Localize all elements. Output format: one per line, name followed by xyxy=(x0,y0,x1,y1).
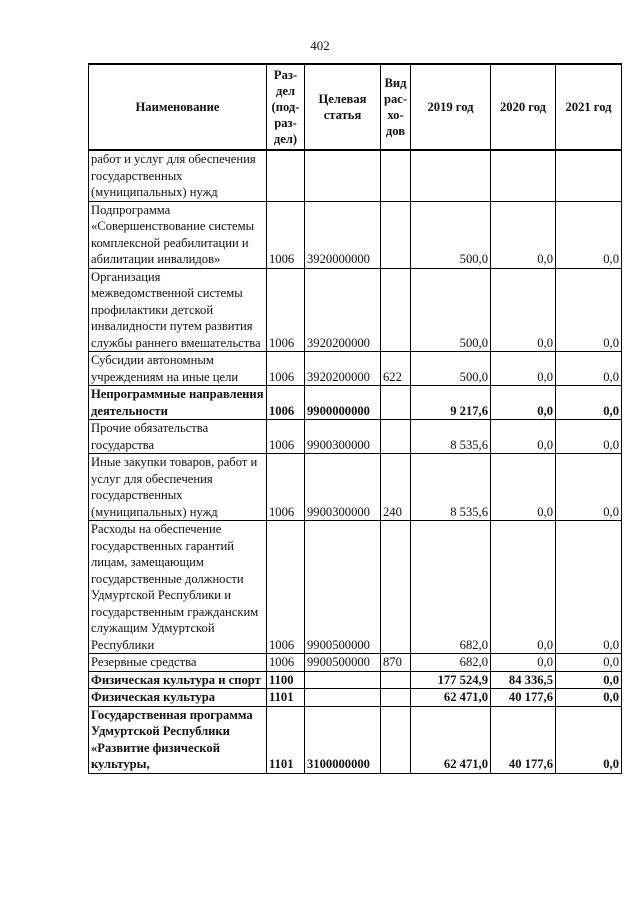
cell-y2020: 84 336,5 xyxy=(491,671,556,689)
cell-target: 9900300000 xyxy=(305,454,381,521)
cell-name: Государственная программа Удмуртской Республики «Развитие физической культуры, xyxy=(89,706,267,773)
page-number: 402 xyxy=(310,38,330,53)
header-2021: 2021 год xyxy=(556,64,622,150)
cell-y2019: 9 217,6 xyxy=(411,386,491,420)
cell-y2021: 0,0 xyxy=(556,521,622,654)
table-row xyxy=(89,420,622,454)
cell-name: работ и услуг для обеспечения государственных (муниципальных) нужд xyxy=(89,150,267,201)
cell-target: 9900000000 xyxy=(305,386,381,420)
cell-target xyxy=(305,689,381,707)
header-section: Раз- дел (под- раз- дел) xyxy=(267,64,305,150)
cell-target: 3920200000 xyxy=(305,352,381,386)
cell-name: Субсидии автономным учреждениям на иные цели xyxy=(89,352,267,386)
cell-y2021: 0,0 xyxy=(556,201,622,268)
table-row xyxy=(89,352,622,386)
cell-target: 9900500000 xyxy=(305,654,381,672)
cell-y2019: 500,0 xyxy=(411,201,491,268)
budget-table xyxy=(88,63,622,774)
cell-section: 1006 xyxy=(267,420,305,454)
cell-y2020: 0,0 xyxy=(491,654,556,672)
cell-section: 1006 xyxy=(267,352,305,386)
cell-y2020: 0,0 xyxy=(491,201,556,268)
cell-target: 9900300000 xyxy=(305,420,381,454)
table-header-row xyxy=(89,64,622,150)
cell-type xyxy=(381,150,411,201)
cell-name: Физическая культура xyxy=(89,689,267,707)
cell-section: 1101 xyxy=(267,689,305,707)
cell-section: 1006 xyxy=(267,268,305,352)
cell-y2020: 0,0 xyxy=(491,352,556,386)
table-row xyxy=(89,201,622,268)
cell-section: 1100 xyxy=(267,671,305,689)
cell-y2020: 0,0 xyxy=(491,420,556,454)
cell-y2019 xyxy=(411,150,491,201)
cell-section: 1006 xyxy=(267,386,305,420)
cell-type xyxy=(381,420,411,454)
cell-y2020: 0,0 xyxy=(491,521,556,654)
cell-section: 1006 xyxy=(267,654,305,672)
cell-y2020: 0,0 xyxy=(491,454,556,521)
cell-name: Физическая культура и спорт xyxy=(89,671,267,689)
cell-section: 1006 xyxy=(267,454,305,521)
cell-y2019: 177 524,9 xyxy=(411,671,491,689)
cell-name: Непрограммные направления деятельности xyxy=(89,386,267,420)
cell-y2019: 8 535,6 xyxy=(411,454,491,521)
cell-type: 870 xyxy=(381,654,411,672)
header-2019: 2019 год xyxy=(411,64,491,150)
table-row xyxy=(89,521,622,654)
cell-section: 1006 xyxy=(267,201,305,268)
cell-target: 9900500000 xyxy=(305,521,381,654)
cell-y2021: 0,0 xyxy=(556,689,622,707)
table-row xyxy=(89,689,622,707)
table-row xyxy=(89,386,622,420)
table-row xyxy=(89,654,622,672)
cell-y2019: 682,0 xyxy=(411,654,491,672)
cell-y2020: 0,0 xyxy=(491,268,556,352)
cell-y2021: 0,0 xyxy=(556,352,622,386)
table-row xyxy=(89,671,622,689)
cell-type xyxy=(381,521,411,654)
cell-y2021: 0,0 xyxy=(556,454,622,521)
cell-y2019: 682,0 xyxy=(411,521,491,654)
cell-y2021: 0,0 xyxy=(556,268,622,352)
cell-target: 3920000000 xyxy=(305,201,381,268)
cell-section xyxy=(267,150,305,201)
cell-y2019: 500,0 xyxy=(411,352,491,386)
table-row xyxy=(89,454,622,521)
header-type: Вид рас- хо- дов xyxy=(381,64,411,150)
header-target: Целевая статья xyxy=(305,64,381,150)
cell-y2021: 0,0 xyxy=(556,706,622,773)
cell-target: 3920200000 xyxy=(305,268,381,352)
cell-name: Организация межведомственной системы профилактики детской инвалидности путем развития службы раннего вмешательства xyxy=(89,268,267,352)
cell-name: Расходы на обеспечение государственных гарантий лицам, замещающим государственные должности Удмуртской Республики и государственным гражданским служащим Удмуртской Республики xyxy=(89,521,267,654)
cell-section: 1006 xyxy=(267,521,305,654)
table-row xyxy=(89,268,622,352)
cell-type xyxy=(381,386,411,420)
cell-type xyxy=(381,671,411,689)
table-body xyxy=(89,150,622,773)
cell-type: 622 xyxy=(381,352,411,386)
cell-name: Прочие обязательства государства xyxy=(89,420,267,454)
cell-y2020: 40 177,6 xyxy=(491,706,556,773)
table-row xyxy=(89,150,622,201)
cell-type: 240 xyxy=(381,454,411,521)
cell-y2020 xyxy=(491,150,556,201)
cell-y2021: 0,0 xyxy=(556,654,622,672)
cell-name: Иные закупки товаров, работ и услуг для обеспечения государственных (муниципальных) нужд xyxy=(89,454,267,521)
cell-type xyxy=(381,201,411,268)
cell-y2019: 62 471,0 xyxy=(411,689,491,707)
cell-name: Подпрограмма «Совершенствование системы комплексной реабилитации и абилитации инвалидов» xyxy=(89,201,267,268)
cell-target: 3100000000 xyxy=(305,706,381,773)
header-2020: 2020 год xyxy=(491,64,556,150)
table-row xyxy=(89,706,622,773)
cell-y2021: 0,0 xyxy=(556,420,622,454)
cell-target xyxy=(305,150,381,201)
cell-y2021: 0,0 xyxy=(556,386,622,420)
cell-y2019: 8 535,6 xyxy=(411,420,491,454)
cell-type xyxy=(381,689,411,707)
cell-y2019: 62 471,0 xyxy=(411,706,491,773)
cell-y2019: 500,0 xyxy=(411,268,491,352)
cell-name: Резервные средства xyxy=(89,654,267,672)
header-name: Наименование xyxy=(89,64,267,150)
cell-y2020: 0,0 xyxy=(491,386,556,420)
cell-section: 1101 xyxy=(267,706,305,773)
cell-type xyxy=(381,706,411,773)
cell-type xyxy=(381,268,411,352)
cell-target xyxy=(305,671,381,689)
cell-y2021: 0,0 xyxy=(556,671,622,689)
cell-y2021 xyxy=(556,150,622,201)
cell-y2020: 40 177,6 xyxy=(491,689,556,707)
